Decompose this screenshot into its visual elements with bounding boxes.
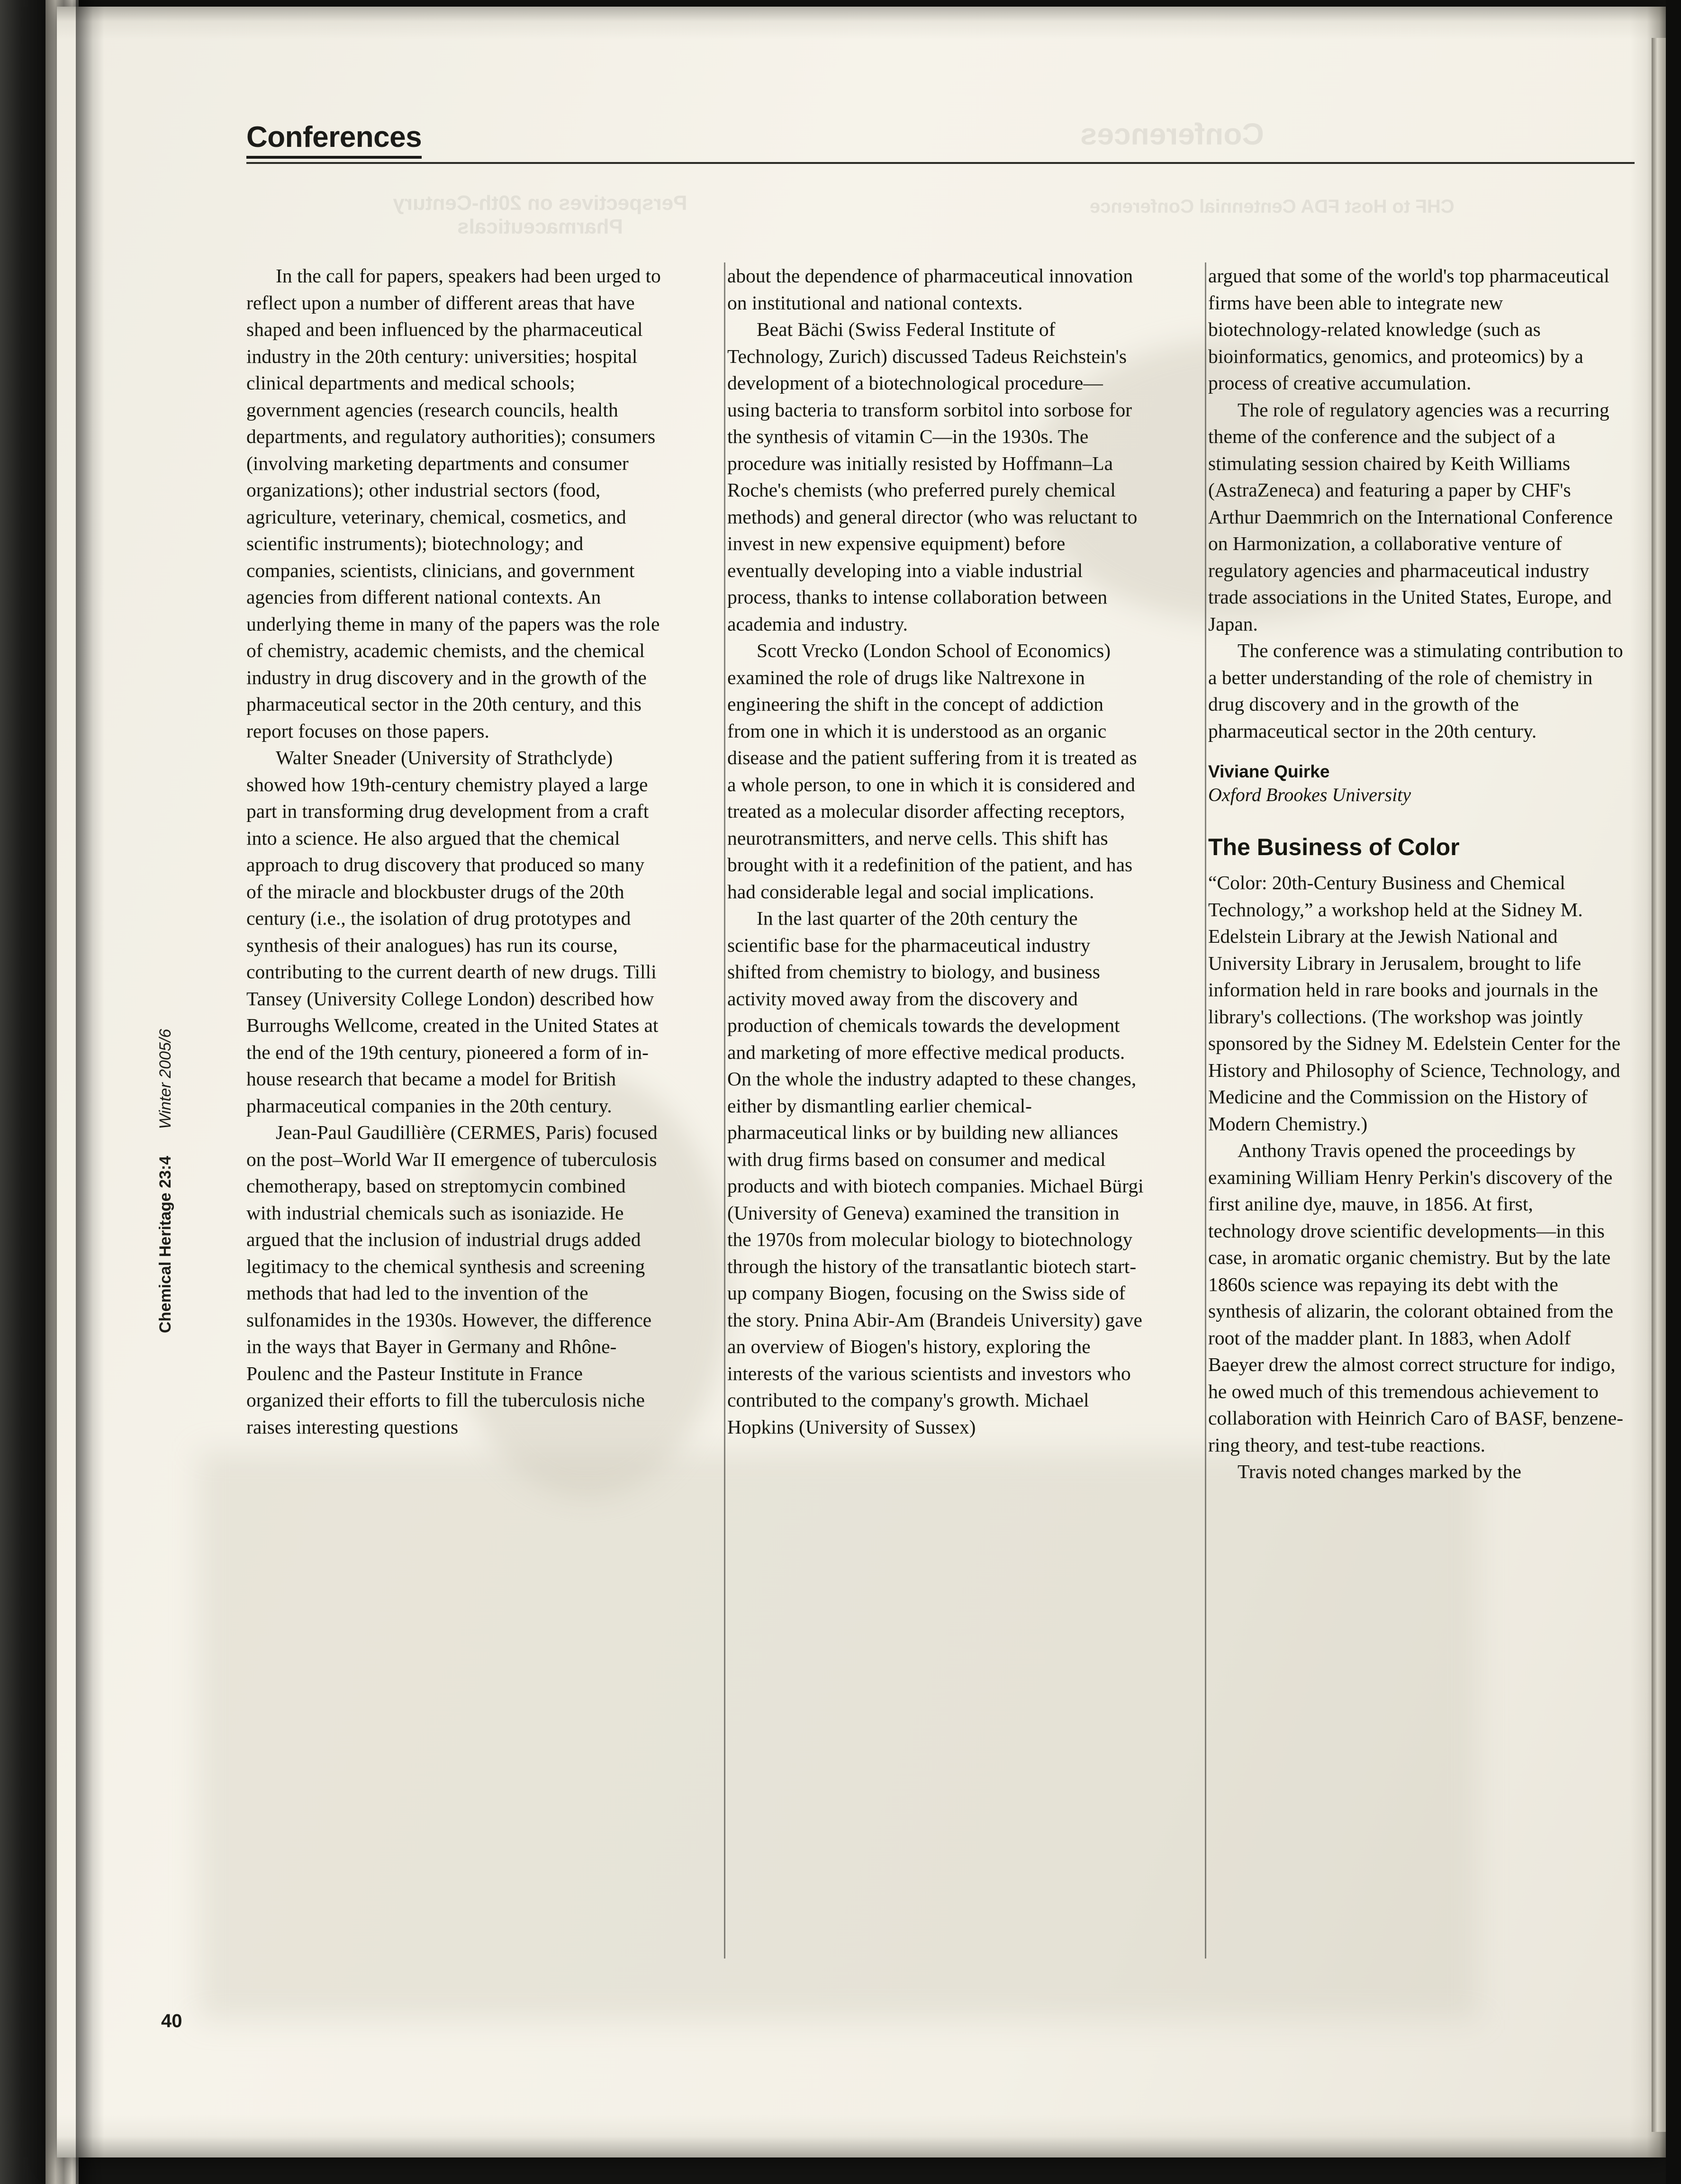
ghost-right-heading: CHF to Host FDA Centennial Conference — [1090, 196, 1455, 217]
subsection-heading: The Business of Color — [1208, 834, 1460, 860]
column-2 — [727, 262, 1144, 1485]
author-affiliation: Oxford Brookes University — [1208, 784, 1411, 805]
paragraph: Beat Bächi (Swiss Federal Institute of Technology, Zurich) discussed Tadeus Reichstein's development of a biotechnological procedure—using bacteria to transform sorbitol into sorbose for the synthesis of vitamin C—in the 1930s. The procedure was initially resisted by Hoffmann–La Roche's chemists (who preferred purely chemical methods) and general director (who was reluctant to invest in new expensive equipment) before eventually developing into a viable industrial process, thanks to intense collaboration between academia and industry. — [727, 318, 1138, 635]
paragraph: Travis noted changes marked by the — [1238, 1461, 1521, 1482]
paragraph: Anthony Travis opened the proceedings by examining William Henry Perkin's discovery of the first aniline dye, mauve, in 1856. At first, technology drove scientific developments—in this case, in aromatic organic chemistry. But by the late 1860s science was repaying its debt with the synthesis of alizarin, the colorant obtained from the root of the madder plant. In 1883, when Adolf Baeyer drew the almost correct structure for indigo, he owed much of this tremendous achievement to collaboration with Heinrich Caro of BASF, benzene-ring theory, and test-tube reactions. — [1208, 1139, 1624, 1456]
paragraph: The role of regulatory agencies was a recurring theme of the conference and the subject of a stimulating session chaired by Keith Williams (AstraZeneca) and featuring a paper by CHF's Arthur Daemmrich on the International Conference on Harmonization, a collaborative venture of regulatory agencies and pharmaceutical industry trade associations in the United States, Europe, and Japan. — [1208, 398, 1613, 635]
paragraph: The conference was a stimulating contribution to a better understanding of the role of chemistry in drug discovery and in the growth of the pharmaceutical sector in the 20th century. — [1208, 640, 1623, 742]
gutter-shadow-overlay — [76, 0, 104, 2184]
sheet-bottom-curl — [57, 2115, 1668, 2157]
section-title: Conferences — [246, 120, 422, 159]
page-content — [156, 117, 1624, 2072]
page-header — [246, 120, 1611, 159]
column-3 — [1208, 262, 1625, 1485]
book-gutter-shadow — [0, 0, 47, 2184]
paragraph: Jean-Paul Gaudillière (CERMES, Paris) focused on the post–World War II emergence of tuberculosis chemotherapy, based on streptomycin combined with industrial chemicals such as isoniazide. He argued that the inclusion of industrial drugs added legitimacy to the chemical synthesis and screening methods that had led to the invention of the sulfonamides in the 1930s. However, the difference in the ways that Bayer in Germany and Rhône-Poulenc and the Pasteur Institute in France organized their efforts to fill the tuberculosis niche raises interesting questions — [246, 1121, 658, 1438]
running-foot-issue: Winter 2005/6 — [156, 1029, 174, 1129]
running-foot-journal: Chemical Heritage 23:4 — [156, 1155, 174, 1333]
paragraph: In the last quarter of the 20th century the scientific base for the pharmaceutical industry shifted from chemistry to biology, and business activity moved away from the discovery and production of chemicals towards the development and marketing of more effective medical products. On the whole the industry adapted to these changes, either by dismantling earlier chemical-pharmaceutical links or by building new alliances with drug firms based on consumer and medical products and with biotech companies. Michael Bürgi (University of Geneva) examined the transition in the 1970s from molecular biology to biotechnology through the history of the transatlantic biotech start-up company Biogen, focusing on the Swiss side of the story. Pnina Abir-Am (Brandeis University) gave an overview of Biogen's history, exploring the interests of the various scientists and investors who contributed to the company's growth. Michael Hopkins (University of Sussex) — [727, 907, 1144, 1438]
column-1 — [246, 262, 663, 1485]
article-body — [246, 262, 1625, 1485]
running-foot — [156, 1029, 175, 1333]
paragraph: Scott Vrecko (London School of Economics) examined the role of drugs like Naltrexone in engineering the shift in the concept of addiction from one in which it is understood as an organic disease and the patient suffering from it is treated as a whole person, to one in which it is considered and treated as a molecular disorder affecting receptors, neurotransmitters, and nerve cells. This shift has brought with it a redefinition of the patient, and has had considerable legal and social implications. — [727, 640, 1137, 902]
ghost-header-text: Conferences — [1080, 117, 1264, 151]
author-name: Viviane Quirke — [1208, 762, 1330, 781]
paragraph: In the call for papers, speakers had been urged to reflect upon a number of different areas that have shaped and been influenced by the pharmaceutical industry in the 20th century: universities; hospital clinical departments and medical schools; government agencies (research councils, health departments, and regulatory authorities); consumers (involving marketing departments and consumer organizations); other industrial sectors (food, agriculture, veterinary, chemical, cosmetics, and scientific instruments); biotechnology; and companies, scientists, clinicians, and government agencies from different national contexts. An underlying theme in many of the papers was the role of chemistry, academic chemists, and the chemical industry in drug discovery and in the growth of the pharmaceutical sector in the 20th century, and this report focuses on those papers. — [246, 265, 661, 742]
paragraph: “Color: 20th-Century Business and Chemical Technology,” a workshop held at the Sidney M. Edelstein Library at the Jewish National and University Library in Jerusalem, brought to life information held in rare books and journals in the library's collections. (The workshop was jointly sponsored by the Sidney M. Edelstein Center for the History and Philosophy of Science, Technology, and Medicine and the Commission on the History of Modern Chemistry.) — [1208, 872, 1621, 1135]
paragraph: argued that some of the world's top pharmaceutical firms have been able to integrate new biotechnology-related knowledge (such as bioinformatics, genomics, and proteomics) by a process of creative accumulation. — [1208, 265, 1609, 394]
header-rule — [246, 162, 1635, 164]
paragraph: Walter Sneader (University of Strathclyde) showed how 19th-century chemistry played a large part in transforming drug development from a craft into a science. He also argued that the chemical approach to drug discovery that produced so many of the miracle and blockbuster drugs of the 20th century (i.e., the isolation of drug prototypes and synthesis of their analogues) has run its course, contributing to the current dearth of new drugs. Tilli Tansey (University College London) described how Burroughs Wellcome, created in the United States at the end of the 19th century, pioneered a form of in-house research that became a model for British pharmaceutical companies in the 20th century. — [246, 747, 659, 1117]
sheet-top-curl — [57, 7, 1668, 40]
ghost-left-heading: Perspectives on 20th-Century Pharmaceuticals — [393, 191, 687, 238]
scan-background-right — [1666, 0, 1681, 2184]
adjacent-page-edge — [1652, 38, 1666, 2132]
page-number: 40 — [161, 2011, 182, 2031]
page-sheet — [57, 7, 1668, 2157]
paragraph: about the dependence of pharmaceutical innovation on institutional and national contexts. — [727, 265, 1133, 314]
